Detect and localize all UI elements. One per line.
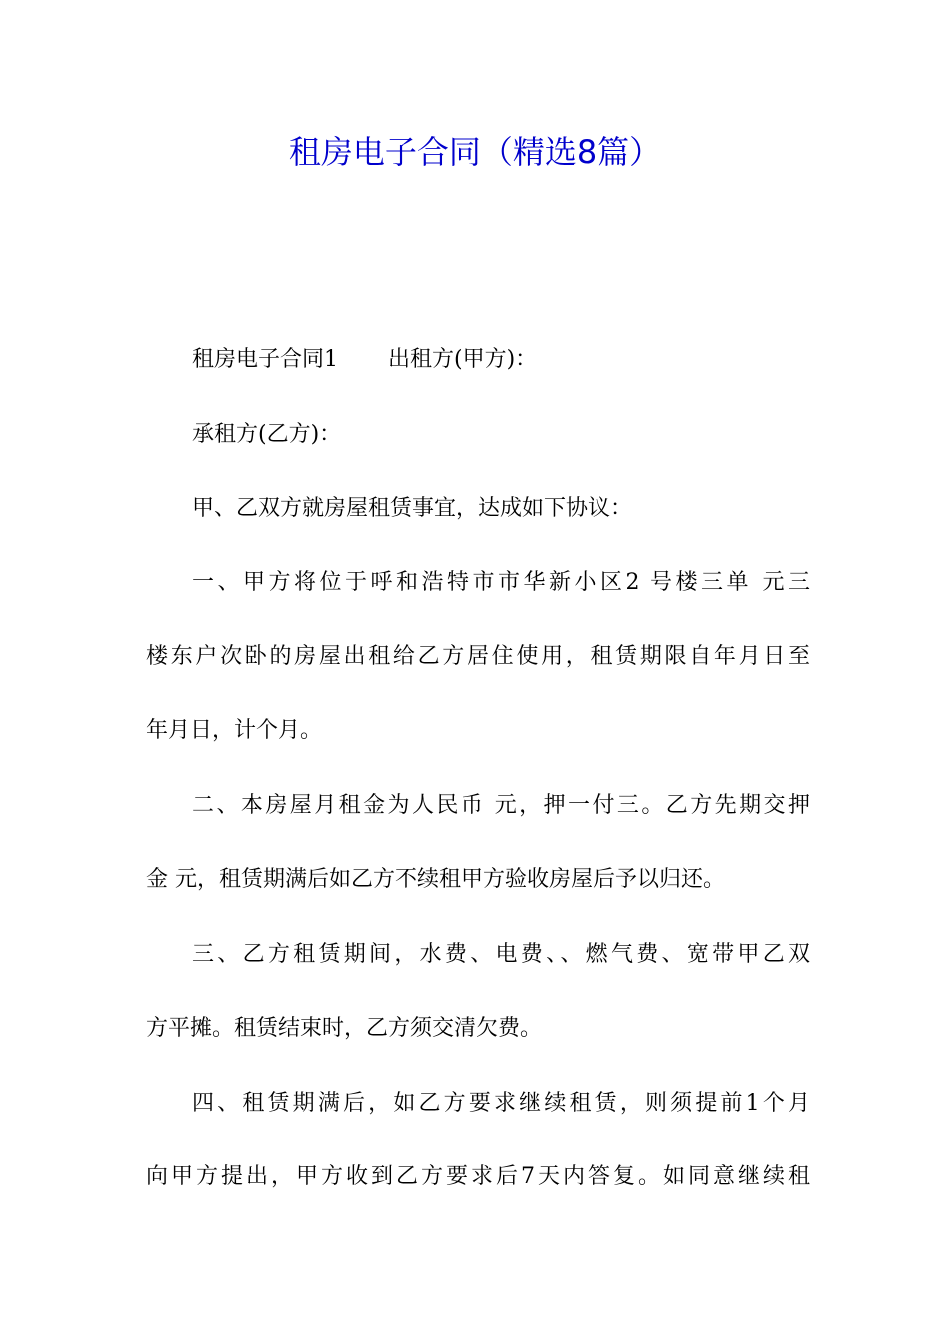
contract-number: 租房电子合同1 bbox=[192, 347, 338, 372]
clause-1-line-1: 一、甲方将位于呼和浩特市市华新小区2 号楼三单 元三 bbox=[192, 570, 810, 595]
lessee-label: 承租方(乙方)： bbox=[192, 422, 342, 447]
clause-4-line-2: 向甲方提出，甲方收到乙方要求后7天内答复。如同意继续租 bbox=[146, 1164, 810, 1189]
clause-1-line-2: 楼东户次卧的房屋出租给乙方居住使用，租赁期限自年月日至 bbox=[146, 644, 810, 669]
clause-1-line-3: 年月日，计个月。 bbox=[146, 718, 323, 743]
clause-2-line-1: 二、本房屋月租金为人民币 元，押一付三。乙方先期交押 bbox=[192, 793, 810, 818]
clause-3-line-2: 方平摊。租赁结束时，乙方须交清欠费。 bbox=[146, 1016, 543, 1041]
lessor-label: 出租方(甲方)： bbox=[388, 347, 538, 372]
agreement-intro: 甲、乙双方就房屋租赁事宜，达成如下协议： bbox=[192, 496, 633, 521]
clause-3-line-1: 三、乙方租赁期间，水费、电费、、燃气费、宽带甲乙双 bbox=[192, 942, 810, 967]
clause-4-line-1: 四、租赁期满后，如乙方要求继续租赁，则须提前1个月 bbox=[192, 1091, 810, 1116]
document-title: 租房电子合同（精选8篇） bbox=[288, 133, 662, 171]
clause-2-line-2: 金 元，租赁期满后如乙方不续租甲方验收房屋后予以归还。 bbox=[146, 867, 725, 892]
paragraph-line bbox=[192, 343, 810, 377]
